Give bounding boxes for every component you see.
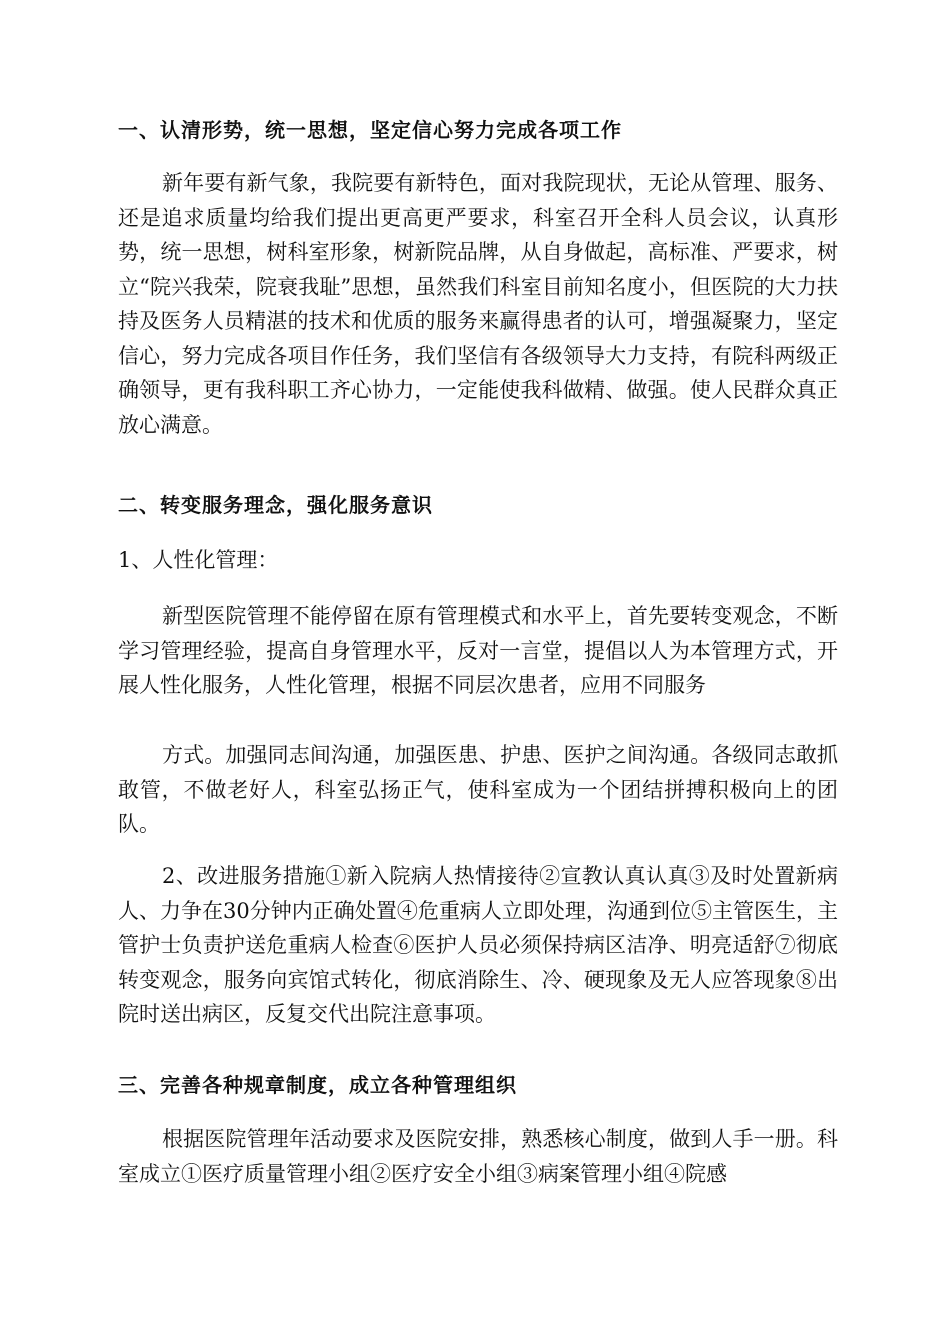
section-3-heading: 三、完善各种规章制度，成立各种管理组织 — [118, 1073, 517, 1097]
section-2-heading: 二、转变服务理念，强化服务意识 — [118, 493, 433, 517]
section-1-paragraph: 新年要有新气象，我院要有新特色，面对我院现状，无论从管理、服务、还是追求质量均给我们提出更高更严要求，科室召开全科人员会议，认真形势，统一思想，树科室形象，树新院品牌，从自身做起，高标准、严要求，树立“院兴我荣，院衰我耻”思想，虽然我们科室目前知名度小，但医院的大力扶持及医务人员精湛的技术和优质的服务来赢得患者的认可，增强凝聚力，坚定信心，努力完成各项目作任务，我们坚信有各级领导大力支持，有院科两级正确领导，更有我科职工齐心协力，一定能使我科做精、做强。使人民群众真正放心满意。 — [118, 171, 838, 437]
section-2-sub1-paragraph-2: 方式。加强同志间沟通，加强医患、护患、医护之间沟通。各级同志敢抓敢管，不做老好人，科室弘扬正气，使科室成为一个团结拼搏积极向上的团队。 — [118, 743, 838, 836]
section-2-sub1-paragraph-1: 新型医院管理不能停留在原有管理模式和水平上，首先要转变观念，不断学习管理经验，提高自身管理水平，反对一言堂，提倡以人为本管理方式，开展人性化服务，人性化管理，根据不同层次患者，应用不同服务 — [118, 604, 838, 697]
section-2-sub2-paragraph: 2、改进服务措施①新入院病人热情接待②宣教认真认真③及时处置新病人、力争在30分钟内正确处置④危重病人立即处理，沟通到位⑤主管医生，主管护士负责护送危重病人检查⑥医护人员必须保持病区洁净、明亮适舒⑦彻底转变观念，服务向宾馆式转化，彻底消除生、冷、硬现象及无人应答现象⑧出院时送出病区，反复交代出院注意事项。 — [118, 864, 838, 1026]
section-3-paragraph: 根据医院管理年活动要求及医院安排，熟悉核心制度，做到人手一册。科室成立①医疗质量管理小组②医疗安全小组③病案管理小组④院感 — [118, 1127, 838, 1186]
section-1-heading: 一、认清形势，统一思想，坚定信心努力完成各项工作 — [118, 118, 622, 142]
section-2-subheading-1: 1、人性化管理： — [118, 548, 279, 572]
